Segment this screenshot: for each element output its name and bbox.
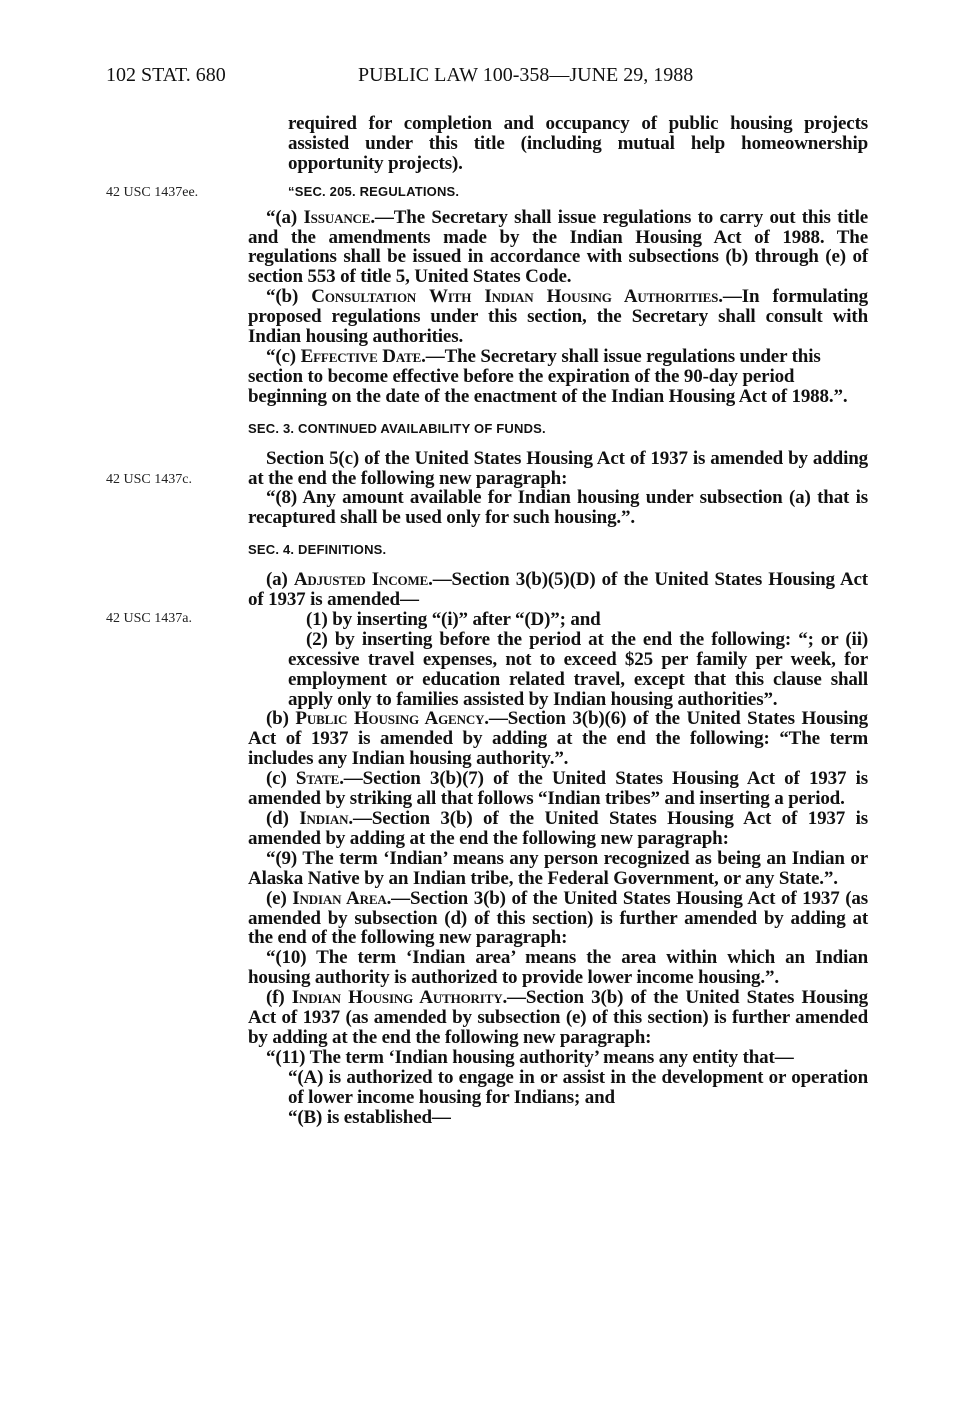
definition-a-item-1: (1) by inserting “(i)” after “(D)”; and <box>306 608 601 630</box>
definition-c-text: .—Section 3(b)(7) of the United States Housing Act of 1937 is amended by striking all that follows “Indian tribes” and inserting a period. <box>248 768 868 810</box>
definition-a-text: .—Section 3(b)(5)(D) of the United States Housing Act of 1937 is amended— <box>248 569 868 611</box>
definition-e-lead: (e) <box>266 887 293 909</box>
definition-b-caption: Public Housing Agency <box>295 708 485 730</box>
document-body <box>248 114 868 1128</box>
definition-f-indian-housing-authority <box>248 988 868 1048</box>
definition-d-indian <box>248 809 868 849</box>
definition-b-public-housing-agency <box>248 709 868 769</box>
definition-d-caption: Indian <box>299 808 349 829</box>
definition-f-clause-A: “(A) is authorized to engage in or assist in the development or operation of lower income housing for Indians; and <box>288 1066 868 1108</box>
definition-e-paragraph-10: “(10) The term ‘Indian area’ means the area within which an Indian housing authority is authorized to provide lower income housing.”. <box>248 947 868 989</box>
subsection-c-caption: Effective Date <box>300 345 422 367</box>
statute-page-number: 102 STAT. 680 <box>106 64 226 86</box>
definition-d-lead: (d) <box>266 808 300 829</box>
definition-e-text: .—Section 3(b) of the United States Housing Act of 1937 (as amended by subsection (d) of this section) is further amended by adding at the end of the following new paragraph: <box>248 887 868 949</box>
definition-f-lead: (f) <box>266 987 292 1009</box>
public-law-title: PUBLIC LAW 100-358—JUNE 29, 1988 <box>358 64 694 86</box>
definition-a-caption: Adjusted Income <box>293 569 429 591</box>
margin-note-1437a: 42 USC 1437a. <box>106 611 192 626</box>
subsection-a-text: .—The Secretary shall issue regulations to carry out this title and the amendments made by the Indian Housing Act of 1988. The regulations shall be issued in accordance with subsections (b) through (e) of section 553 of title 5, United States Code. <box>248 206 868 288</box>
subsection-c-text: .—The Secretary shall issue regulations under this section to become effective before the expiration of the 90-day period beginning on the date of the enactment of the Indian Housing Act of 1988.”. <box>248 345 848 407</box>
definition-b-lead: (b) <box>266 708 296 730</box>
definition-f-caption: Indian Housing Authority <box>291 987 503 1009</box>
definition-c-state <box>248 769 868 809</box>
definition-a-lead: (a) <box>266 569 294 591</box>
section-3-paragraph-8: “(8) Any amount available for Indian housing under subsection (a) that is recaptured shall be used only for such housing.”. <box>248 487 868 529</box>
definition-d-paragraph-9: “(9) The term ‘Indian’ means any person recognized as being an Indian or Alaska Native by an Indian tribe, the Federal Government, or any State.”. <box>248 847 868 889</box>
section-4-heading: SEC. 4. DEFINITIONS. <box>248 542 387 558</box>
subsection-a-issuance <box>248 208 868 288</box>
definition-d-text: .—Section 3(b) of the United States Housing Act of 1937 is amended by adding at the end the following new paragraph: <box>248 808 869 849</box>
continued-paragraph: required for completion and occupancy of public housing projects assisted under this title (including mutual help homeownership opportunity projects). <box>288 113 868 174</box>
subsection-c-lead: “(c) <box>266 345 301 367</box>
definition-c-lead: (c) <box>266 768 296 790</box>
definition-f-clause-B: “(B) is established— <box>288 1106 451 1128</box>
margin-note-1437c: 42 USC 1437c. <box>106 472 192 487</box>
subsection-a-lead: “(a) <box>266 206 304 228</box>
section-3-heading: SEC. 3. CONTINUED AVAILABILITY OF FUNDS. <box>248 420 546 436</box>
subsection-b-consultation <box>248 287 868 347</box>
page-header <box>106 64 866 90</box>
definition-e-caption: Indian Area <box>292 887 387 909</box>
margin-note-1437ee: 42 USC 1437ee. <box>106 185 199 200</box>
definition-a-item-2: (2) by inserting before the period at the end the following: “; or (ii) excessive travel expenses, not to exceed $25 per family per week, for employment or education related travel, except that this clause shall apply only to families assisted by Indian housing authorities”. <box>288 628 868 710</box>
subsection-c-effective-date <box>248 347 868 407</box>
definition-f-text: .—Section 3(b) of the United States Housing Act of 1937 (as amended by subsection (e) of this section) is further amended by adding at the end the following new paragraph: <box>248 987 869 1048</box>
subsection-b-text: .—In formulating proposed regulations under this section, the Secretary shall consult with Indian housing authorities. <box>248 286 869 348</box>
definition-c-caption: State <box>295 768 340 790</box>
subsection-a-caption: Issuance <box>303 206 371 228</box>
definition-e-indian-area <box>248 889 868 949</box>
subsection-b-lead: “(b) <box>266 286 312 308</box>
definition-b-text: .—Section 3(b)(6) of the United States Housing Act of 1937 is amended by adding at the end the following: “The term includes any Indian housing authority.”. <box>248 708 868 770</box>
definition-f-paragraph-11: “(11) The term ‘Indian housing authority’ means any entity that— <box>266 1046 794 1068</box>
definition-a-adjusted-income <box>248 570 868 610</box>
section-3-text: Section 5(c) of the United States Housing Act of 1937 is amended by adding at the end the following new paragraph: <box>248 447 868 489</box>
subsection-b-caption: Consultation With Indian Housing Authorities <box>311 286 719 308</box>
section-205-heading: “SEC. 205. REGULATIONS. <box>288 183 460 199</box>
